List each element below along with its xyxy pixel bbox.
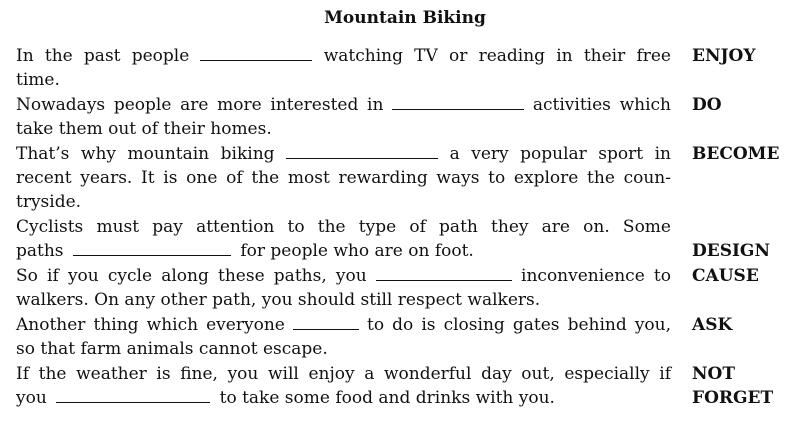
sentence-7-text-after: to take some food and drinks with you.	[219, 388, 555, 408]
sentence-6-word: ASK	[692, 315, 733, 335]
sentence-5-line-2: walkers. On any other path, you should still respect walkers.	[16, 290, 541, 310]
sentence-6-line-2: so that farm animals cannot escape.	[16, 339, 328, 359]
sentence-7-word-line-2: FORGET	[692, 388, 774, 408]
sentence-2-line-2: take them out of their homes.	[16, 119, 272, 139]
sentence-5-text-after: inconvenience to	[521, 266, 671, 286]
sentence-4-text-after: for people who are on foot.	[240, 241, 474, 261]
sentence-6-line-1	[16, 313, 671, 337]
exercise-title: Mountain Biking	[324, 8, 486, 28]
sentence-4-blank[interactable]	[73, 241, 231, 256]
sentence-1-text-before: In the past people	[16, 46, 190, 66]
sentence-7-line-1: If the weather is fine, you will enjoy a wonderful day out, especially if	[16, 364, 671, 384]
sentence-3-line-3: tryside.	[16, 192, 82, 212]
sentence-4-text-before: paths	[16, 241, 64, 261]
sentence-6-text-after: to do is closing gates behind you,	[367, 315, 672, 335]
sentence-5-word: CAUSE	[692, 266, 759, 286]
sentence-4-word: DESIGN	[692, 241, 770, 261]
sentence-3-text-after: a very popular sport in	[449, 144, 671, 164]
sentence-3-blank[interactable]	[286, 144, 438, 159]
sentence-2-line-1	[16, 93, 671, 117]
sentence-1-line-1	[16, 44, 671, 68]
sentence-7-line-2	[16, 386, 671, 410]
sentence-7-word-line-1: NOT	[692, 364, 735, 384]
sentence-3-word: BECOME	[692, 144, 780, 164]
sentence-5-line-1	[16, 264, 671, 288]
sentence-1-text-after: watching TV or reading in their free	[323, 46, 671, 66]
sentence-5-text-before: So if you cycle along these paths, you	[16, 266, 367, 286]
sentence-7-blank[interactable]	[56, 388, 210, 403]
sentence-3-line-1	[16, 142, 671, 166]
sentence-7-text-before: you	[16, 388, 47, 408]
sentence-2-word: DO	[692, 95, 722, 115]
sentence-2-text-after: activities which	[532, 95, 672, 115]
sentence-5-blank[interactable]	[376, 266, 512, 281]
sentence-1-blank[interactable]	[200, 46, 312, 61]
sentence-3-line-2: recent years. It is one of the most rewarding ways to explore the coun-	[16, 168, 671, 188]
sentence-1-line-2: time.	[16, 70, 60, 90]
sentence-2-blank[interactable]	[392, 95, 524, 110]
sentence-4-line-1: Cyclists must pay attention to the type of path they are on. Some	[16, 217, 671, 237]
sentence-1-word: ENJOY	[692, 46, 756, 66]
sentence-6-blank[interactable]	[293, 315, 359, 330]
sentence-4-line-2	[16, 239, 671, 263]
sentence-2-text-before: Nowadays people are more interested in	[16, 95, 384, 115]
sentence-3-text-before: That’s why mountain biking	[16, 144, 275, 164]
sentence-6-text-before: Another thing which everyone	[16, 315, 285, 335]
